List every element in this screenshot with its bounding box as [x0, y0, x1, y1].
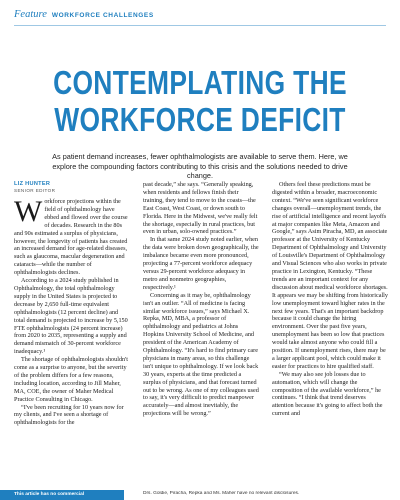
paragraph: orkforce projections within the field of ophthalmology have ebbed and flowed over the course of decades. Research in the 80s and 90s estimated a surplus of physicians, however, the longevity of patients has created an increased demand for age-related diseases, such as glaucoma, macular degeneration and cataracts—while the number of ophthalmologists declines.: [14, 198, 128, 277]
footer-disclosure: Drs. Goldie, Piracha, Repka and Ms. Maher have no relevant disclosures.: [143, 491, 300, 496]
author-role: SENIOR EDITOR: [14, 188, 56, 193]
author-name: LIZ HUNTER: [14, 181, 51, 187]
drop-cap: W: [14, 195, 43, 228]
paragraph: “I've been recruiting for 10 years now for my clients, and I've seen a shortage of ophthalmologists for the: [14, 403, 124, 427]
paragraph: Concerning as it may be, ophthalmology isn't an outlier. “All of medicine is facing similar workforce issues,” says Michael X. Repka, MD, MBA, a professor of ophthalmology and pediatrics at Johns Hopkins University School of Medicine, and president of the American Academy of Ophthalmology. “It's hard to find primary care physicians in many areas, so this challenge isn't unique to ophthalmology. If we look back 30 years, experts at the time predicted a surplus of physicians, and that forecast turned out to be wrong. As one of my colleagues used to say, it's very difficult to predict manpower accurately—and almost inevitably, the projections will be wrong.”: [143, 291, 259, 418]
paragraph: “We may also see job losses due to automation, which will change the composition of the available workforce,” he continues. “I think that trend deserves attention because it's going to affect both the current and: [272, 370, 383, 418]
paragraph: According to a 2024 study published in Ophthalmology, the total ophthalmology supply in the United States is projected to decrease by 2,650 full-time equivalent ophthalmologists (12 percent decline) and total demand is projected to increase by 5,150 FTE ophthalmologists (24 percent increase) from 2020 to 2035, representing a supply and demand mismatch of 30-percent workforce inadequacy.¹: [14, 277, 128, 356]
paragraph: In that same 2024 study noted earlier, when the data were broken down geographically, the imbalance became even more pronounced, projecting a 77-percent workforce adequacy versus 29-percent workforce adequacy in metro and nonmetro geographies, respectively.¹: [143, 236, 259, 291]
title-line-1: CONTEMPLATING THE: [53, 64, 347, 101]
header-rule: [14, 25, 386, 26]
article-deck: As patient demand increases, fewer ophthalmologists are available to serve them. Here, we explore the compounding factors contributing to this crisis and the solutions needed to drive change.: [52, 152, 348, 181]
footer-bar: This article has no commercial: [0, 490, 124, 500]
section-header: [14, 9, 386, 23]
paragraph: The shortage of ophthalmologists shouldn't come as a surprise to anyone, but the severity of the problem differs for a few reasons, including location, according to Jill Maher, MA, COE, the owner of Maher Medical Practice Consulting in Chicago.: [14, 356, 128, 403]
column-2: [143, 181, 259, 418]
subsection-label: WORKFORCE CHALLENGES: [51, 12, 154, 19]
column-3: [272, 181, 388, 418]
article-title: [40, 64, 360, 138]
column-1: [14, 181, 130, 427]
paragraph: Others feel these predictions must be digested within a broader, macroeconomic context. “We've seen significant workforce changes overall—unemployment trends, the rise of artificial intelligence and recent layoffs at major companies like Meta, Amazon and Google,” says Asim Piracha, MD, an associate professor at the University of Kentucky Department of Ophthalmology and University of Louisville's Department of Ophthalmology and Visual Sciences who also works in private practice in Lexington, Kentucky. “These trends are an important context for any discussion about medical workforce shortages. It appears we may be shifting from historically low unemployment toward higher rates in the next few years. That's an important backdrop because it could change the hiring environment. Over the past five years, unemployment has been so low that practices would take almost anyone who could fill a position. If unemployment rises, there may be a larger applicant pool, which could make it easier for practices to hire qualified staff.: [272, 181, 388, 370]
paragraph: past decade,” she says. “Generally speaking, when residents and fellows finish their training, they tend to move to the coasts—the East Coast, West Coast, or down south to Florida. Here in the Midwest, we've really felt the shortage, especially in rural practices, but even in urban, solo-owned practices.”: [143, 181, 258, 236]
title-line-2: WORKFORCE DEFICIT: [54, 101, 346, 138]
section-label: Feature: [14, 9, 47, 20]
